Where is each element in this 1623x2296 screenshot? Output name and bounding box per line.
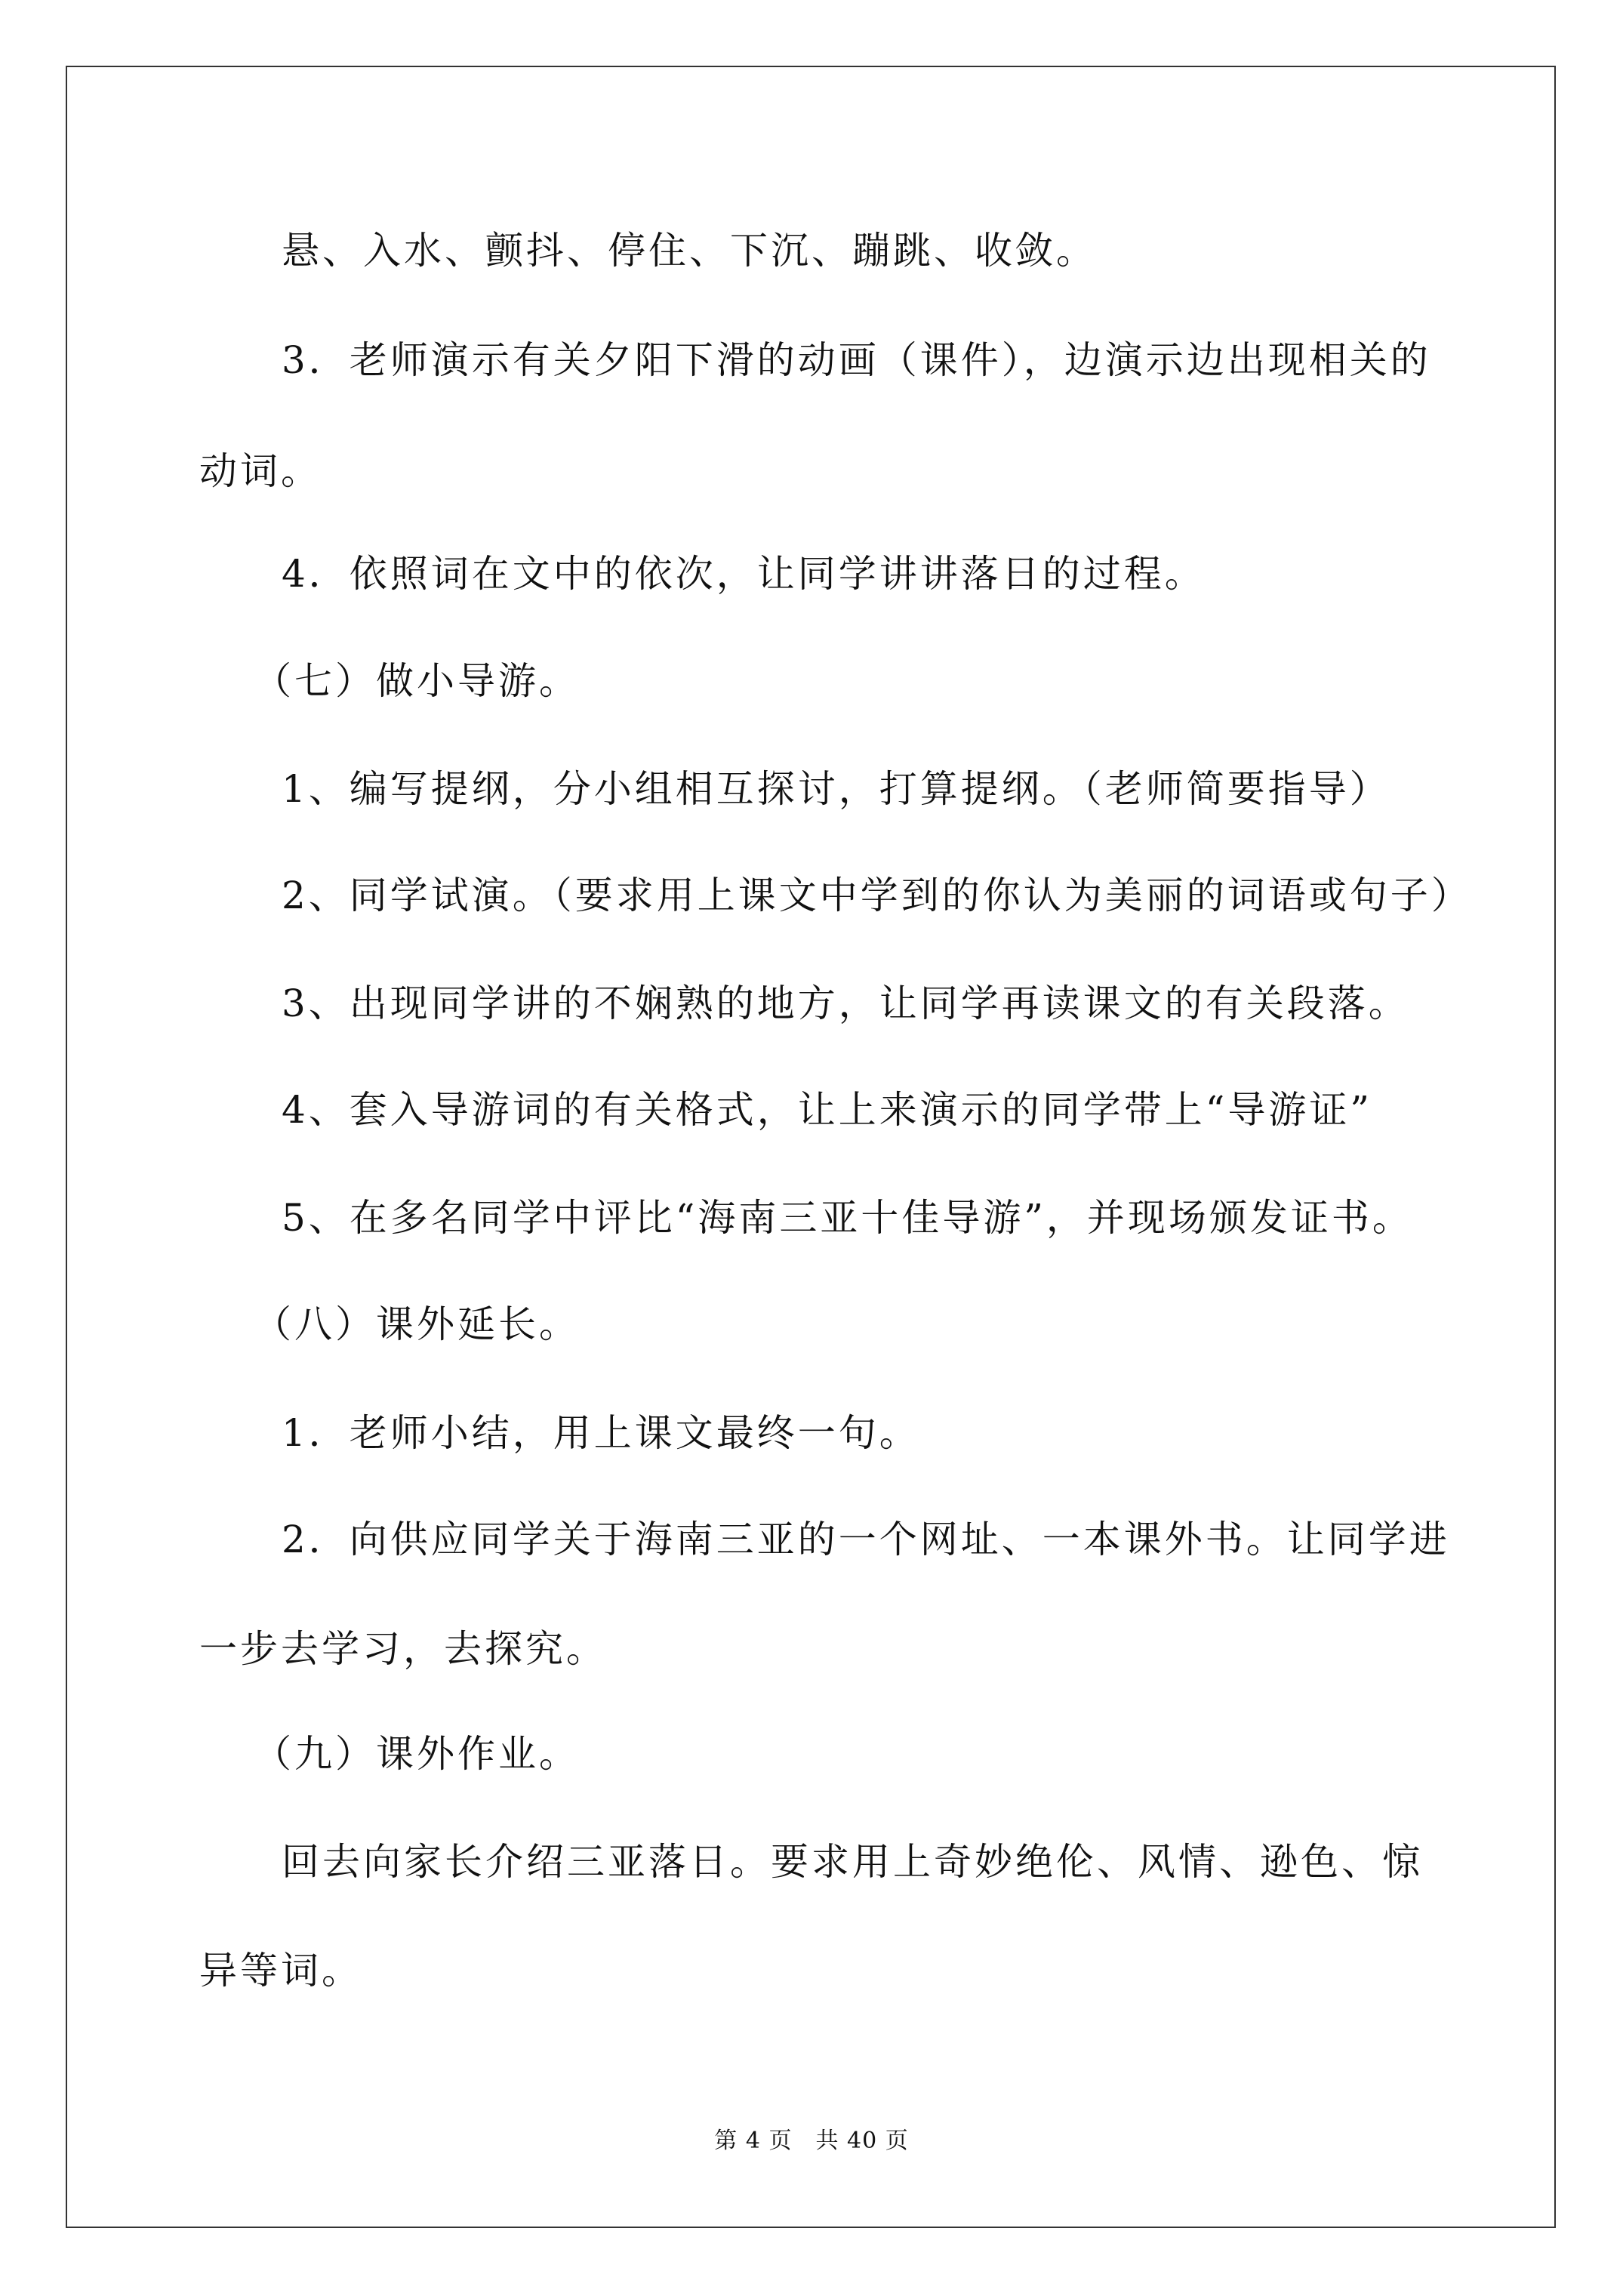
text-line-1: 悬、入水、颤抖、停住、下沉、蹦跳、收敛。 <box>282 229 1097 273</box>
text-line-17: 异等词。 <box>199 1949 362 1992</box>
section-heading-9: （九）课外作业。 <box>254 1732 580 1776</box>
text-line-2: 3．老师演示有关夕阳下滑的动画（课件），边演示边出现相关的 <box>282 338 1431 382</box>
text-line-12: 1．老师小结，用上课文最终一句。 <box>282 1411 920 1455</box>
text-line-13: 2．向供应同学关于海南三亚的一个网址、一本课外书。让同学进 <box>282 1518 1450 1561</box>
text-line-10: 5、在多名同学中评比“海南三亚十佳导游”，并现场颁发证书。 <box>282 1196 1413 1240</box>
page-number-footer: 第 4 页 共 40 页 <box>714 2128 909 2154</box>
text-line-8: 3、出现同学讲的不娴熟的地方，让同学再读课文的有关段落。 <box>282 982 1409 1025</box>
text-line-3: 动词。 <box>199 449 322 493</box>
text-line-6: 1、编写提纲，分小组相互探讨，打算提纲。（老师简要指导） <box>282 767 1390 811</box>
text-line-16: 回去向家长介绍三亚落日。要求用上奇妙绝伦、风情、逊色、惊 <box>282 1840 1423 1884</box>
page-border <box>66 66 1556 2228</box>
text-line-14: 一步去学习，去探究。 <box>199 1627 607 1671</box>
section-heading-8: （八）课外延长。 <box>254 1302 580 1346</box>
section-heading-7: （七）做小导游。 <box>254 659 580 703</box>
text-line-4: 4．依照词在文中的依次，让同学讲讲落日的过程。 <box>282 552 1206 596</box>
text-line-9: 4、套入导游词的有关格式，让上来演示的同学带上“导游证” <box>282 1088 1372 1132</box>
text-line-7: 2、同学试演。（要求用上课文中学到的你认为美丽的词语或句子） <box>282 874 1472 917</box>
